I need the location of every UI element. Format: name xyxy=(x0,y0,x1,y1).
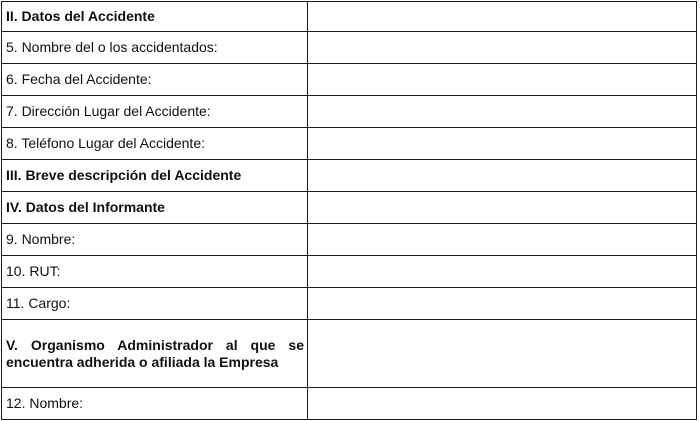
section-value-cell[interactable] xyxy=(308,2,697,32)
form-row xyxy=(2,32,697,64)
field-nombre-organismo[interactable] xyxy=(308,388,697,420)
field-organismo-administrador[interactable] xyxy=(308,320,697,388)
accident-report-table xyxy=(1,1,697,420)
field-label-nombre-organismo: 12. Nombre: xyxy=(2,388,308,420)
section-header-row xyxy=(2,160,697,192)
section-title-breve-descripcion: III. Breve descripción del Accidente xyxy=(2,160,308,192)
field-label-fecha-accidente: 6. Fecha del Accidente: xyxy=(2,64,308,96)
form-row xyxy=(2,288,697,320)
field-label-rut: 10. RUT: xyxy=(2,256,308,288)
section-title-datos-accidente: II. Datos del Accidente xyxy=(2,2,308,32)
field-rut[interactable] xyxy=(308,256,697,288)
field-nombre-informante[interactable] xyxy=(308,224,697,256)
field-label-cargo: 11. Cargo: xyxy=(2,288,308,320)
field-direccion-lugar[interactable] xyxy=(308,96,697,128)
field-label-direccion-lugar: 7. Dirección Lugar del Accidente: xyxy=(2,96,308,128)
form-row xyxy=(2,388,697,420)
field-breve-descripcion[interactable] xyxy=(308,160,697,192)
field-fecha-accidente[interactable] xyxy=(308,64,697,96)
section-header-row xyxy=(2,2,697,32)
form-row xyxy=(2,256,697,288)
section-title-datos-informante: IV. Datos del Informante xyxy=(2,192,308,224)
field-cargo[interactable] xyxy=(308,288,697,320)
section-header-row xyxy=(2,320,697,388)
form-row xyxy=(2,224,697,256)
form-row xyxy=(2,64,697,96)
form-row xyxy=(2,96,697,128)
field-label-nombre-accidentados: 5. Nombre del o los accidentados: xyxy=(2,32,308,64)
field-label-telefono-lugar: 8. Teléfono Lugar del Accidente: xyxy=(2,128,308,160)
field-nombre-accidentados[interactable] xyxy=(308,32,697,64)
section-header-row xyxy=(2,192,697,224)
field-label-nombre-informante: 9. Nombre: xyxy=(2,224,308,256)
section-title-organismo-administrador: V. Organismo Administrador al que se encuentra adherida o afiliada la Empresa xyxy=(2,320,308,388)
field-telefono-lugar[interactable] xyxy=(308,128,697,160)
section-value-cell[interactable] xyxy=(308,192,697,224)
form-row xyxy=(2,128,697,160)
